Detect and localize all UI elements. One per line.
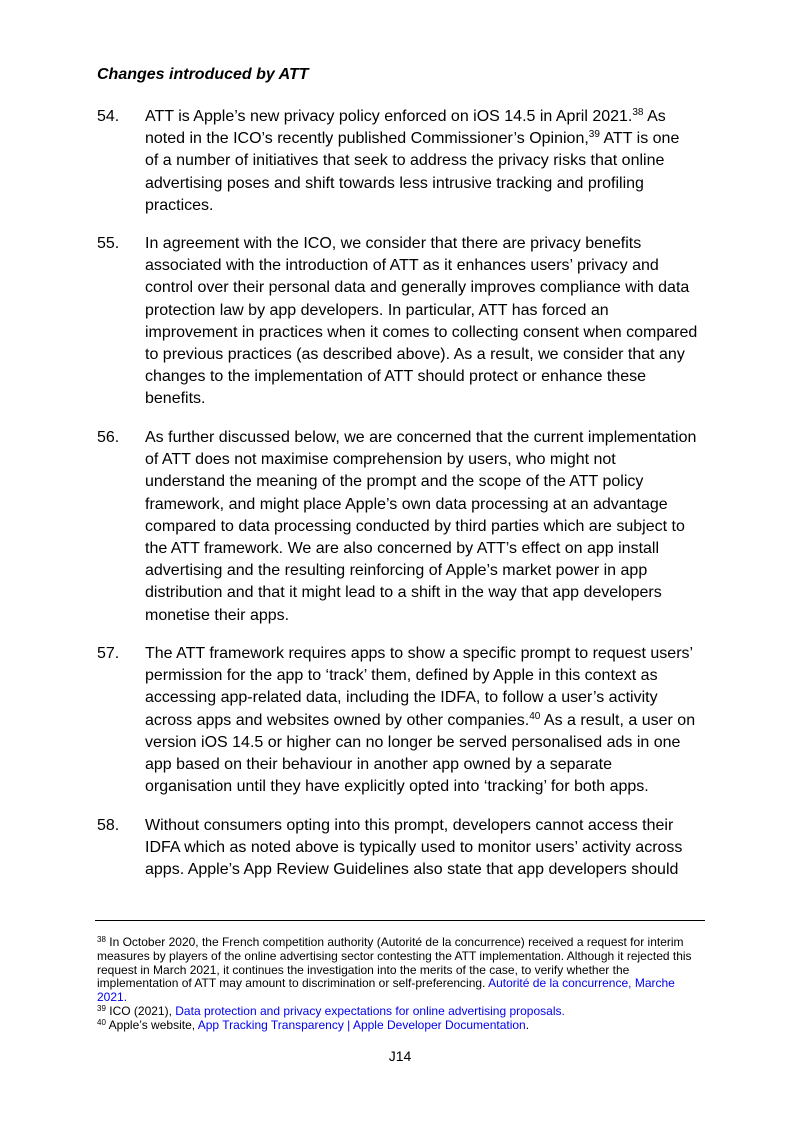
paragraph-58 (97, 815, 707, 882)
text-line: The ATT framework requires apps to show a specific prompt to request users’ (145, 645, 694, 662)
paragraph-number: 55. (97, 235, 120, 252)
paragraph-54 (97, 106, 707, 217)
text-line: As further discussed below, we are concerned that the current implementation (145, 429, 697, 446)
text-line: practices. (145, 196, 214, 214)
paragraph-55 (97, 233, 707, 411)
section-heading: Changes introduced by ATT (97, 66, 309, 83)
paragraph-57 (97, 643, 707, 798)
text-line: advertising poses and shift towards less intrusive tracking and profiling (145, 174, 644, 192)
text-line: to previous practices (as described above). As a result, we consider that any (145, 346, 685, 364)
text-line: associated with the introduction of ATT as it enhances users’ privacy and (145, 257, 659, 275)
text-line: compared to data processing conducted by third parties which are subject to (145, 517, 685, 535)
footnote-ref-39[interactable]: 39 (588, 129, 600, 141)
text-line: control over their personal data and generally improves compliance with data (145, 279, 690, 297)
text-line: understand the meaning of the prompt and the scope of the ATT policy (145, 473, 644, 491)
text-line: noted in the ICO’s recently published Commissioner’s Opinion,$^{39}$ ATT is one (145, 129, 680, 148)
footnotes (97, 936, 707, 1033)
footnote-38: $^{38}$ In October 2020, the French competition authority (Autorité de la concurrence) received a request for interim measures by players of the online advertising sector contesting the ATT implementation. Although it rejected this request in March 2021, it continues the investigation into the merits of the case, to verify whether the implementation of ATT may amount to discrimination or self-preferencing. Autorité de la concurrence, Marche 2021. (97, 935, 692, 1005)
text-line: across apps and websites owned by other companies.$^{40}$ As a result, a user on (145, 710, 696, 729)
paragraph-body (145, 233, 707, 411)
footnote-link-ico[interactable]: Data protection and privacy expectations for online advertising proposals (175, 1003, 562, 1018)
footnote-39: $^{39}$ ICO (2021), Data protection and privacy expectations for online advertising proposals. (97, 1003, 565, 1018)
footnote-ref-40[interactable]: 40 (529, 710, 541, 722)
paragraph-body (145, 106, 707, 217)
paragraph-number: 56. (97, 429, 120, 446)
paragraph-body (145, 643, 707, 798)
text-line: of a number of initiatives that seek to address the privacy risks that online (145, 152, 665, 170)
text-line: app based on their behaviour in another app owned by a separate (145, 756, 613, 774)
text-line: organisation until they have explicitly opted into ‘tracking’ for both apps. (145, 778, 649, 796)
text-line: ATT is Apple’s new privacy policy enforced on iOS 14.5 in April 2021.38 As (145, 107, 666, 125)
text-line: framework, and might place Apple’s own data processing at an advantage (145, 495, 668, 513)
footnote-marker: 38 (97, 935, 106, 944)
footnote-ref-38[interactable]: 38 (632, 107, 644, 118)
text-line: monetise their apps. (145, 606, 290, 624)
text-line: of ATT does not maximise comprehension by users, who might not (145, 451, 616, 469)
text-line: advertising and the resulting reinforcing of Apple’s market power in app (145, 562, 648, 580)
text-line: benefits. (145, 390, 206, 408)
footnote-marker: 39 (97, 1003, 106, 1013)
text-line: permission for the app to ‘track’ them, defined by Apple in this context as (145, 667, 658, 685)
text-line: Without consumers opting into this prompt, developers cannot access their (145, 817, 674, 834)
text-line: improvement in practices when it comes to collecting consent when compared (145, 323, 698, 341)
text-line: In agreement with the ICO, we consider that there are privacy benefits (145, 235, 642, 252)
footnote-40: $^{40}$ Apple’s website, App Tracking Transparency | Apple Developer Documentation. (97, 1017, 530, 1032)
paragraph-56 (97, 427, 707, 627)
paragraph-body (145, 427, 707, 627)
paragraph-number: 54. (97, 108, 120, 125)
text-line: version iOS 14.5 or higher can no longer be served personalised ads in one (145, 733, 681, 751)
footnote-link-apple[interactable]: App Tracking Transparency | Apple Developer Documentation (197, 1017, 526, 1032)
text-line: the ATT framework. We are also concerned by ATT’s effect on app install (145, 540, 660, 558)
text-line: distribution and that it might lead to a shift in the way that app developers (145, 584, 662, 602)
footnote-marker: 40 (97, 1017, 106, 1027)
text-line: changes to the implementation of ATT should protect or enhance these (145, 368, 647, 386)
paragraph-number: 58. (97, 817, 120, 834)
footnote-separator (95, 920, 705, 921)
footnote-link-autorite[interactable]: Autorité de la concurrence, Marche (488, 976, 675, 991)
text-line: IDFA which as noted above is typically used to monitor users’ activity across (145, 839, 683, 857)
paragraph-body (145, 815, 707, 882)
page-number: J14 (388, 1048, 412, 1064)
footnote-link-autorite-cont[interactable]: 2021 (97, 990, 124, 1005)
paragraph-number: 57. (97, 645, 120, 662)
text-line: apps. Apple’s App Review Guidelines also state that app developers should (145, 861, 679, 879)
text-line: protection law by app developers. In particular, ATT has forced an (145, 301, 609, 319)
text-line: accessing app-related data, including the IDFA, to follow a user’s activity (145, 689, 658, 707)
